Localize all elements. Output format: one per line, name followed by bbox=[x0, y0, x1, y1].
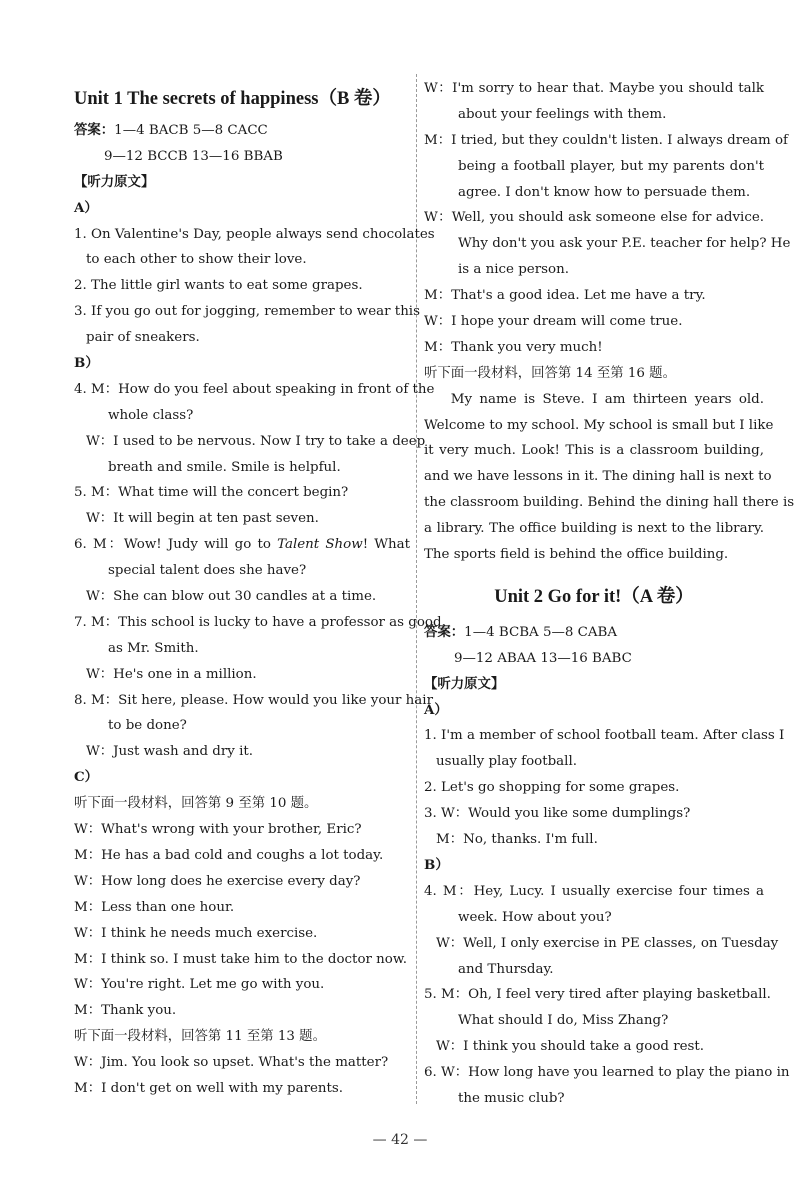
unit-2-title: Unit 2 Go for it!（A 卷） bbox=[494, 586, 694, 607]
passage-line: My name is Steve. I am thirteen years old. bbox=[450, 391, 764, 407]
transcript-line: W：Jim. You look so upset. What's the matter? bbox=[74, 1055, 389, 1071]
transcript-line: W：I think you should take a good rest. bbox=[436, 1039, 705, 1055]
transcript-line: 4. M：Hey, Lucy. I usually exercise four times a bbox=[424, 883, 764, 899]
answers-line-1 bbox=[74, 118, 410, 144]
transcript-line: agree. I don't know how to persuade them. bbox=[458, 184, 751, 200]
passage-line: Welcome to my school. My school is small but I like bbox=[424, 417, 774, 433]
right-column bbox=[424, 76, 795, 1112]
transcript-line: M：Thank you very much! bbox=[424, 339, 603, 355]
answers-values-1: 1—4 BCBA 5—8 CABA bbox=[464, 624, 618, 640]
transcript-line: M：I tried, but they couldn't listen. I always dream of bbox=[424, 132, 788, 148]
answers-line-1 bbox=[424, 620, 764, 646]
transcript-line: as Mr. Smith. bbox=[108, 640, 199, 656]
text-segment: 6. M：Wow! Judy will go to bbox=[74, 537, 271, 553]
left-column bbox=[74, 76, 442, 1102]
transcript-line: W：Just wash and dry it. bbox=[86, 744, 254, 760]
answers-values-1: 1—4 BACB 5—8 CACC bbox=[114, 123, 268, 138]
transcript-line: Why don't you ask your P.E. teacher for help? He bbox=[458, 236, 791, 252]
transcript-line: is a nice person. bbox=[458, 262, 569, 278]
transcript-line: to be done? bbox=[108, 718, 187, 734]
transcript-line: W：I'm sorry to hear that. Maybe you should talk bbox=[424, 81, 764, 96]
transcript-line: W：I hope your dream will come true. bbox=[424, 314, 683, 330]
transcript-line: pair of sneakers. bbox=[86, 330, 200, 346]
page-number: — 42 — bbox=[372, 1132, 428, 1148]
transcript-line: M：I don't get on well with my parents. bbox=[74, 1080, 344, 1096]
passage-line: The sports field is behind the office building. bbox=[424, 547, 729, 563]
transcript-line: What should I do, Miss Zhang? bbox=[458, 1013, 669, 1029]
transcript-line: W：Well, you should ask someone else for advice. bbox=[424, 210, 764, 226]
transcript-line: 6. W：How long have you learned to play the piano in bbox=[424, 1065, 790, 1081]
transcript-line: W：I used to be nervous. Now I try to take a deep bbox=[86, 433, 426, 449]
transcript-line: 4. M：How do you feel about speaking in front of the bbox=[74, 381, 435, 397]
passage-line: a library. The office building is next to the library. bbox=[424, 521, 764, 537]
transcript-line: W：It will begin at ten past seven. bbox=[86, 511, 319, 527]
transcript-line: special talent does she have? bbox=[108, 563, 307, 579]
transcript-line: M：I think so. I must take him to the doctor now. bbox=[74, 951, 407, 967]
instruction-line: 听下面一段材料，回答第 14 至第 16 题。 bbox=[424, 365, 676, 381]
transcript-line: W：What's wrong with your brother, Eric? bbox=[74, 822, 362, 838]
instruction-line: 听下面一段材料，回答第 9 至第 10 题。 bbox=[74, 796, 318, 812]
answers-line-2: 9—12 ABAA 13—16 BABC bbox=[454, 650, 632, 666]
transcript-line: 3. If you go out for jogging, remember to wear this bbox=[74, 304, 420, 320]
transcript-line: 5. M：Oh, I feel very tired after playing basketball. bbox=[424, 987, 771, 1003]
section-b-heading: B） bbox=[424, 856, 449, 873]
transcript-line: M：He has a bad cold and coughs a lot today. bbox=[74, 847, 384, 863]
transcript-line: 2. Let's go shopping for some grapes. bbox=[424, 780, 680, 796]
passage-line: the classroom building. Behind the dining hall there is bbox=[424, 495, 795, 511]
answers-label: 答案： bbox=[424, 623, 465, 640]
transcript-line: W：She can blow out 30 candles at a time. bbox=[86, 589, 377, 605]
transcript-line: M：Less than one hour. bbox=[74, 899, 235, 915]
transcript-line bbox=[74, 532, 410, 558]
transcript-line: M：No, thanks. I'm full. bbox=[436, 832, 598, 848]
instruction-line: 听下面一段材料，回答第 11 至第 13 题。 bbox=[74, 1029, 326, 1045]
transcript-line: 3. W：Would you like some dumplings? bbox=[424, 806, 691, 822]
transcript-line: M：Thank you. bbox=[74, 1003, 177, 1019]
transcript-line: 2. The little girl wants to eat some grapes. bbox=[74, 278, 363, 294]
italic-title: Talent Show bbox=[277, 537, 363, 553]
transcript-line: 8. M：Sit here, please. How would you like your hair bbox=[74, 692, 433, 708]
transcript-line: W：He's one in a million. bbox=[86, 666, 257, 682]
unit-1-title: Unit 1 The secrets of happiness（B 卷） bbox=[74, 89, 391, 109]
transcript-line: being a football player, but my parents don't bbox=[458, 158, 764, 174]
transcript-line: week. How about you? bbox=[458, 909, 612, 925]
transcript-line: M：That's a good idea. Let me have a try. bbox=[424, 288, 706, 304]
transcript-line: 7. M：This school is lucky to have a professor as good bbox=[74, 614, 442, 630]
transcript-line: W：Well, I only exercise in PE classes, on Tuesday bbox=[436, 935, 779, 951]
transcript-line: breath and smile. Smile is helpful. bbox=[108, 459, 341, 475]
passage-line: and we have lessons in it. The dining hall is next to bbox=[424, 469, 772, 485]
transcript-line: 5. M：What time will the concert begin? bbox=[74, 485, 349, 501]
section-a-heading: A） bbox=[424, 701, 448, 718]
text-segment: ! What bbox=[362, 537, 411, 553]
transcript-line: W：You're right. Let me go with you. bbox=[74, 977, 325, 993]
transcript-line: about your feelings with them. bbox=[458, 106, 667, 122]
transcript-line: and Thursday. bbox=[458, 961, 554, 977]
transcript-line: to each other to show their love. bbox=[86, 252, 307, 268]
section-c-heading: C） bbox=[74, 769, 99, 786]
section-b-heading: B） bbox=[74, 355, 99, 372]
transcript-line: W：How long does he exercise every day? bbox=[74, 873, 361, 889]
section-a-heading: A） bbox=[74, 199, 98, 216]
transcript-line: 1. I'm a member of school football team. After class I bbox=[424, 728, 785, 744]
passage-line: it very much. Look! This is a classroom building, bbox=[424, 443, 764, 459]
transcript-line: W：I think he needs much exercise. bbox=[74, 925, 318, 941]
answers-line-2: 9—12 BCCB 13—16 BBAB bbox=[104, 148, 283, 164]
transcript-label: 【听力原文】 bbox=[424, 675, 505, 692]
transcript-line: the music club? bbox=[458, 1090, 565, 1106]
transcript-line: whole class? bbox=[108, 407, 194, 423]
answers-label: 答案： bbox=[74, 122, 115, 138]
transcript-line: usually play football. bbox=[436, 754, 577, 770]
transcript-line: 1. On Valentine's Day, people always send chocolates bbox=[74, 226, 435, 242]
transcript-label: 【听力原文】 bbox=[74, 173, 155, 190]
